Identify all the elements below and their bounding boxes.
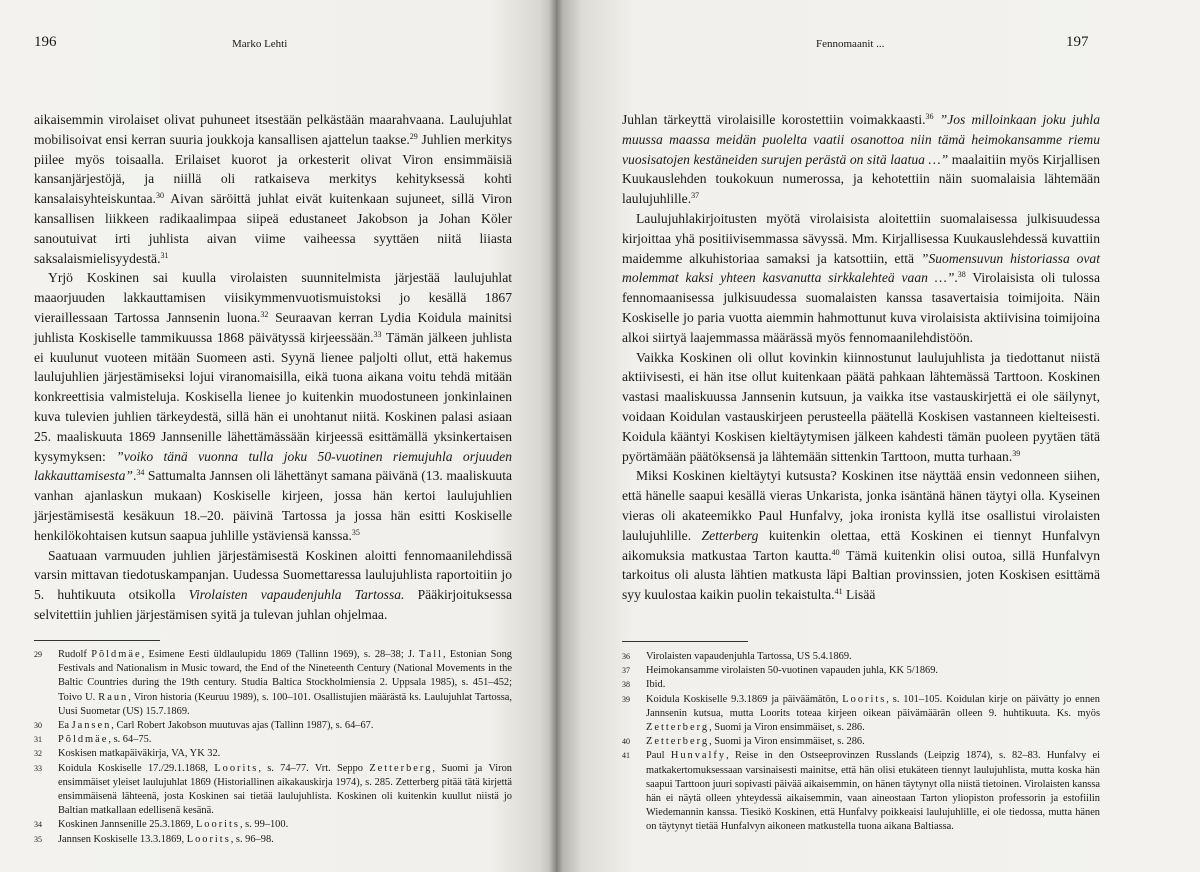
text-run: Ea bbox=[58, 720, 72, 732]
text-run: , s. 99–100. bbox=[239, 819, 289, 831]
footnote bbox=[34, 762, 512, 819]
right-footnotes bbox=[622, 650, 1100, 835]
footnote-ref: 41 bbox=[834, 587, 843, 597]
footnote-number: 34 bbox=[34, 820, 42, 830]
text-run: . bbox=[132, 468, 137, 484]
text-run: Tämän jälkeen juhlista ei kuulunut vuoteen mitään Suomeen asti. Syynä lienee paljolti ollut, että hakemus laulujuhlien järjestämiseksi lojui viranomaisilla, eikä tuona aikana voitu tehdä mitään konkreettisia valmisteluja. Koskisella lienee jo kuitenkin muodostuneen jonkinlainen kuva tulevien juhlien tärkeydestä, sillä hän ei unohtanut niitä. Koskinen palasi asiaan 25. maaliskuuta 1869 Jannsenille lähettämässään kirjeessä esittämällä yksinkertaisen kysymyksen: bbox=[34, 329, 512, 464]
text-run: Lisää bbox=[842, 587, 876, 603]
paragraph bbox=[622, 348, 1100, 467]
footnote-ref: 39 bbox=[1012, 448, 1021, 458]
text-run: Jannsen Koskiselle 13.3.1869, bbox=[58, 833, 187, 845]
footnote-number: 33 bbox=[34, 763, 42, 773]
footnote-rule-right bbox=[622, 641, 748, 642]
text-run: , Suomi ja Viron ensimmäiset, s. 286. bbox=[709, 736, 865, 748]
text-run: , Suomi ja Viron ensimmäiset, s. 286. bbox=[709, 722, 865, 734]
running-head-left: Marko Lehti bbox=[232, 38, 288, 50]
text-run: , s. 74–77. Vrt. Seppo bbox=[258, 762, 370, 774]
paragraph bbox=[622, 209, 1100, 348]
left-body-text bbox=[34, 110, 512, 625]
text-run: Miksi Koskinen kieltäytyi kutsusta? Koskinen itse näyttää ensin vedonneen siihen, että hänelle saapui kesällä vieras Unkarista, jonka isäntänä hänen täytyi olla. Kyseinen vieras oli akateemikko Paul Hunfalvy, joka ironista kyllä itse osallistui virolaisten laulujuhlille. bbox=[622, 468, 1100, 543]
text-run: Laulujuhlakirjoitusten myötä virolaisista aloitettiin suomalaisessa julkisuudessa kirjoittaa yhä positiivisemmassa sävyssä. Mm. Kirjallisessa Kuukauslehdessä kuvattiin maidemme alkuhistoriaa samaksi ja katsottiin, että bbox=[622, 210, 1100, 266]
text-run: Koidula Koskiselle 9.3.1869 ja päiväämätön, bbox=[646, 693, 843, 705]
running-head-right: Fennomaanit ... bbox=[816, 38, 885, 50]
spaced-author-name: Zetterberg bbox=[646, 736, 710, 748]
footnote-ref: 32 bbox=[260, 309, 269, 319]
italic-text: ”voiko tänä vuonna tulla joku 50-vuotinen riemujuhla orjuuden lakkauttamisesta” bbox=[34, 448, 512, 484]
text-run: , Viron historia (Keuruu 1989), s. 100–101. Osallistujien määrästä ks. Laulujuhlat Tartossa, Uusi Suometar (US) 15.7.1869. bbox=[58, 691, 512, 717]
footnote bbox=[622, 693, 1100, 736]
text-run: Koidula Koskiselle 17./29.1.1868, bbox=[58, 762, 215, 774]
footnote-number: 29 bbox=[34, 650, 42, 659]
text-run: Ibid. bbox=[646, 679, 666, 691]
left-footnotes bbox=[34, 648, 512, 847]
footnote bbox=[34, 719, 512, 733]
text-run: , Suomi ja Viron ensimmäiset yleiset laulujuhlat 1869 (Historiallinen aikakauskirja 1974), s. 285. Zetterberg pitää tätä kirjettä ensimmäisenä lähteenä, josta Koskinen sai tietää laulujuhlista. Koskinen oli kuitenkin kuullut niistä jo Baltian matkallaan edellisenä kesänä. bbox=[58, 762, 512, 817]
text-run: , Carl Robert Jakobson muutuvas ajas (Tallinn 1987), s. 64–67. bbox=[111, 720, 374, 732]
text-run: Yrjö Koskinen sai kuulla virolaisten suunnitelmista järjestää laulujuhlat maaorjuuden lakkauttamisen viisikymmenvuotismuistoksi jo kesällä 1867 vieraillessaan Tartossa Jannsenin luona. bbox=[34, 270, 512, 325]
page-number-right: 197 bbox=[1066, 34, 1089, 50]
text-run: kuitenkin olettaa, että Koskinen ei tiennyt Hunfalvyn aikomuksia matkustaa Tarton kautta. bbox=[622, 527, 1100, 563]
right-body-text bbox=[622, 110, 1100, 605]
spaced-author-name: Põldmäe bbox=[58, 734, 109, 746]
text-run: Koskinen Jannsenille 25.3.1869, bbox=[58, 819, 196, 831]
text-run: Heimokansamme virolaisten 50-vuotinen vapauden juhla, KK 5/1869. bbox=[646, 665, 939, 677]
text-run: Seuraavan kerran Lydia Koidula mainitsi juhlista Koskiselle tammikuussa 1868 päivätyssä kirjeessään. bbox=[34, 309, 512, 345]
footnote-ref: 33 bbox=[373, 329, 382, 339]
italic-text: ”Suomensuvun historiassa ovat molemmat kaksi yhteen kasvanutta sirkkalehteä vaan …” bbox=[622, 250, 1100, 286]
spaced-author-name: Hunvalfy bbox=[670, 750, 727, 762]
footnote-number: 35 bbox=[34, 834, 42, 844]
page-number-left: 196 bbox=[34, 34, 57, 50]
footnote bbox=[34, 747, 512, 761]
text-run: Sattumalta Jannsen oli lähettänyt samana päivänä (13. maaliskuuta vanhan ajanlaskun mukaan) Koskiselle kirjeen, jossa hän kertoi laulujuhlien järjestämisestä kesäkuun 18.–20. päivinä Tartossa ja jossa hän esitti Koskiselle henkilökohtaisen kutsun saapua juhlille ystäviensä kanssa. bbox=[34, 468, 512, 543]
text-run: aikaisemmin virolaiset olivat puhuneet itsestään pelkästään maarahvaana. Laulujuhlat mobilisoivat ensi kerran suuria joukkoja kansallisen ajattelun taakse. bbox=[34, 112, 512, 147]
text-run: , s. 64–75. bbox=[108, 734, 152, 746]
spaced-author-name: Zetterberg bbox=[646, 722, 710, 734]
footnote bbox=[622, 650, 1100, 664]
text-run: Koskisen matkapäiväkirja, VA, YK 32. bbox=[58, 748, 221, 760]
footnote bbox=[622, 678, 1100, 692]
footnote-rule-left bbox=[34, 640, 160, 641]
text-run: Saatuaan varmuuden juhlien järjestämisestä Koskinen aloitti fennomaanilehdissä varsin mittavan tiedotuskampanjan. Uudessa Suomettaressa laulujuhlista raportoitiin jo 5. huhtikuuta otsikolla bbox=[34, 547, 512, 603]
spaced-author-name: Raun bbox=[98, 691, 129, 703]
paragraph bbox=[34, 110, 512, 268]
italic-text: Virolaisten vapaudenjuhla Tartossa. bbox=[188, 587, 405, 603]
footnote bbox=[34, 833, 512, 847]
spaced-author-name: Loorits bbox=[842, 693, 887, 705]
right-page bbox=[556, 0, 1200, 872]
text-run: Vaikka Koskinen oli ollut kovinkin kiinnostunut laulujuhlista ja tiedottanut niistä aktiivisesti, ei hän itse ollut kuitenkaan päätä pahkaan lähtemässä Tarttoon. Koskinen vastasi maaliskuussa Jannsenin kutsuun, ja vaikka itse vastauskirjettä ei ole säilynyt, voidaan Koidulan vastauskirjeen perusteella päätellä Koskisen vastanneen kielteisesti. Koidula kääntyi Koskisen kieltäytymisen jälkeen kahdesti tämän puoleen pyytäen tätä pyörtämään päätöksensä ja lähtemään sittenkin Tarttoon, mutta turhaan. bbox=[622, 349, 1100, 464]
footnote bbox=[622, 749, 1100, 834]
spaced-author-name: Põldmäe bbox=[91, 649, 142, 660]
footnote bbox=[622, 735, 1100, 749]
footnote-ref: 29 bbox=[409, 131, 418, 141]
text-run: Tämä kuitenkin olisi outoa, sillä Hunfalvyn tarkoitus oli alusta lähtien matkusta läpi Baltian provinssien, joten Koskisen esittämä syy kuulostaa kaikin puolin tekaistulta. bbox=[622, 547, 1100, 603]
footnote-ref: 35 bbox=[351, 527, 360, 537]
spaced-author-name: Zetterberg bbox=[369, 762, 433, 774]
text-run: Rudolf bbox=[58, 649, 92, 660]
paragraph bbox=[622, 110, 1100, 209]
footnote bbox=[34, 733, 512, 747]
footnote bbox=[34, 818, 512, 832]
footnote bbox=[622, 664, 1100, 678]
paragraph bbox=[622, 466, 1100, 605]
footnote-ref: 37 bbox=[691, 191, 700, 201]
footnote-ref: 30 bbox=[155, 191, 164, 201]
footnote-number: 36 bbox=[622, 652, 630, 661]
spaced-author-name: Loorits bbox=[214, 762, 259, 774]
text-run: Virolaisista oli tulossa fennomaanisessa julkisuudessa suomalaisten kanssa tasavertaisia toimijoita. Näin Koskiselle jo paria vuotta aiemmin hahmottunut kuva virolaisista aktiivisina toimijoina alkoi siirtyä laajemmassa määrässä myös fennomaanilehdistöön. bbox=[622, 270, 1100, 345]
text-run: Pääkirjoituksessa selvitettiin juhlien järjestämisen syitä ja tulevan juhlan ohjelmaa. bbox=[34, 587, 512, 622]
footnote-ref: 34 bbox=[136, 468, 145, 478]
text-run: Paul bbox=[646, 750, 671, 762]
footnote-number: 30 bbox=[34, 721, 42, 731]
text-run: Juhlien merkitys piilee myös toisaalla. Erilaiset kuorot ja orkesterit olivat Viron ensimmäisiä kansanjärjestöjä, ja niillä oli ratkaiseva merkitys kehityksessä kohti kansalaisyhteiskuntaa. bbox=[34, 131, 513, 207]
spaced-author-name: Tall bbox=[419, 649, 444, 660]
footnote bbox=[34, 648, 512, 719]
footnote-ref: 40 bbox=[831, 547, 840, 557]
text-run: Aivan säröittä juhlat eivät kuitenkaan sujuneet, sillä Viron kansallisen liikkeen radikaalimpaa siipeä edustaneet Jakobson ja Johan Köler sanoutuivat irti juhlista aivan viime vaiheessa syyttäen niitä liiasta saksalaismielisyydestä. bbox=[34, 191, 512, 266]
italic-text: ”Jos milloinkaan joku juhla muussa maassa meidän puolelta vaatii osanottoa niin tämä heimokansamme riemu vuosisatojen kestäneiden surujen perästä on sitä laatua …” bbox=[622, 112, 1100, 167]
text-run: , Reise in den Ostseeprovinzen Russlands (Leipzig 1874), s. 82–83. Hunfalvy ei matkakertomuksessaan varsinaisesti mainitse, että hän olisi etukäteen tiennyt laulujuhlista, mutta koska hän saapui Tarttoon juuri sopivasti päivää aikaisemmin, on hänen täytynyt olla niistä tietoinen. Virolaisten kanssa hän ei näytä olleen yhteydessä aikaisemmin, vaan aineostaan Tarton yliopiston professorin ja estofiilin Wiedemannin kanssa. Tiesikö Koskinen, että Hunfalvy poikkeaisi laulujuhlille, ei ole tiedossa, mutta hänen on täytynyt tietää Hunfalvyn aikoneen matkustella tuona aikana Baltiassa. bbox=[646, 750, 1100, 833]
text-run: Virolaisten vapaudenjuhla Tartossa, US 5.4.1869. bbox=[646, 651, 852, 662]
text-run: . bbox=[954, 270, 958, 286]
text-run: , s. 101–105. Koidulan kirje on päivätty jo ennen Jannsenin kutsua, mutta Loorits toteaa kirjeen oikean päivämäärän olleen 9. huhtikuuta. Ks. myös bbox=[646, 693, 1100, 719]
left-page bbox=[0, 0, 556, 872]
spaced-author-name: Jansen bbox=[71, 720, 112, 732]
text-run: , Estonian Song Festivals and Nationalism in Music toward, the End of the Nineteenth Century (National Movements in the Baltic Countries during the 19th century. Studia Baltica Stockholmiensia 2. Uppsala 1985), s. 451–452; Toivo U. bbox=[58, 649, 512, 703]
footnote-number: 32 bbox=[34, 749, 42, 759]
spaced-author-name: Loorits bbox=[195, 819, 240, 831]
footnote-number: 41 bbox=[622, 751, 630, 761]
text-run: Juhlan tärkeyttä virolaisille korostettiin voimakkaasti. bbox=[622, 112, 926, 127]
text-run: maalaitiin myös Kirjallisen Kuukauslehden toukokuun numerossa, ja kehotettiin näin suomalaisia lähtemään laulujuhlille. bbox=[622, 151, 1100, 207]
footnote-ref: 38 bbox=[957, 270, 966, 280]
footnote-number: 38 bbox=[622, 680, 630, 690]
book-gutter bbox=[549, 0, 563, 872]
footnote-number: 37 bbox=[622, 666, 630, 676]
text-run: , Esimene Eesti üldlaulupidu 1869 (Tallinn 1969), s. 28–38; J. bbox=[141, 649, 419, 660]
paragraph bbox=[34, 268, 512, 545]
footnote-ref: 31 bbox=[160, 250, 169, 260]
paragraph bbox=[34, 546, 512, 625]
footnote-number: 40 bbox=[622, 737, 630, 747]
footnote-number: 31 bbox=[34, 735, 42, 745]
text-run: , s. 96–98. bbox=[230, 833, 274, 845]
footnote-number: 39 bbox=[622, 694, 630, 704]
footnote-ref: 36 bbox=[925, 112, 934, 121]
italic-text: Zetterberg bbox=[701, 527, 759, 543]
spaced-author-name: Loorits bbox=[186, 833, 231, 845]
